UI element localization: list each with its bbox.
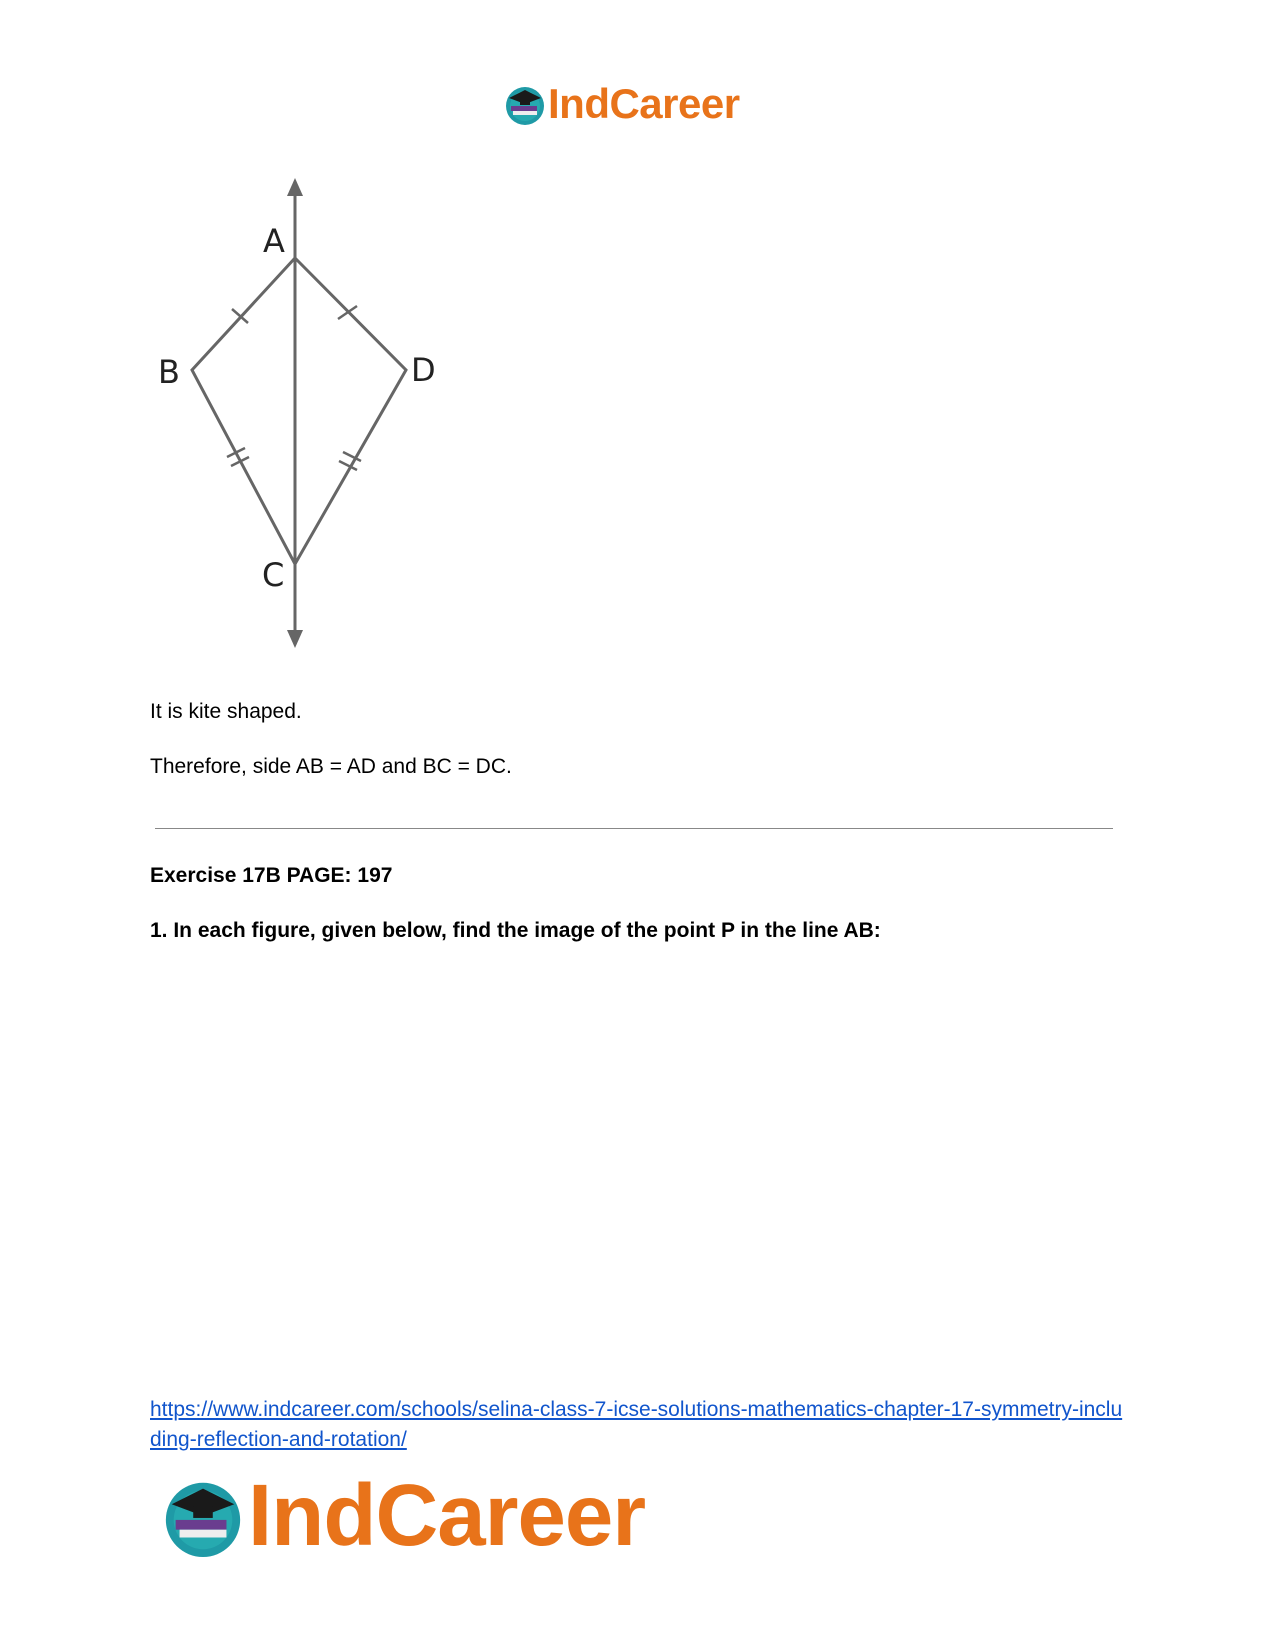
- kite-outline: [192, 258, 406, 564]
- footer-logo: [160, 1468, 645, 1564]
- section-divider: [155, 828, 1113, 829]
- header-logo: [503, 80, 740, 128]
- exercise-heading: Exercise 17B PAGE: 197: [150, 864, 393, 887]
- statement-equal-sides: Therefore, side AB = AD and BC = DC.: [150, 755, 512, 778]
- vertex-label-d: D: [411, 351, 436, 389]
- vertex-label-c: C: [262, 556, 285, 594]
- axis-arrow-up: [287, 178, 303, 196]
- logo-text: IndCareer: [248, 1467, 646, 1564]
- logo-text: IndCareer: [548, 80, 740, 127]
- globe-cap-icon: [160, 1473, 246, 1559]
- vertex-label-a: A: [263, 222, 285, 260]
- globe-cap-icon: [503, 82, 547, 126]
- statement-kite-shape: It is kite shaped.: [150, 700, 302, 723]
- kite-figure: [150, 178, 470, 673]
- vertex-label-b: B: [158, 353, 180, 391]
- axis-arrow-down: [287, 630, 303, 648]
- source-link[interactable]: https://www.indcareer.com/schools/selina-class-7-icse-solutions-mathematics-chapter-17-symmetry-including-reflection-and-rotation/: [150, 1398, 1123, 1451]
- question-1: 1. In each figure, given below, find the image of the point P in the line AB:: [150, 919, 881, 942]
